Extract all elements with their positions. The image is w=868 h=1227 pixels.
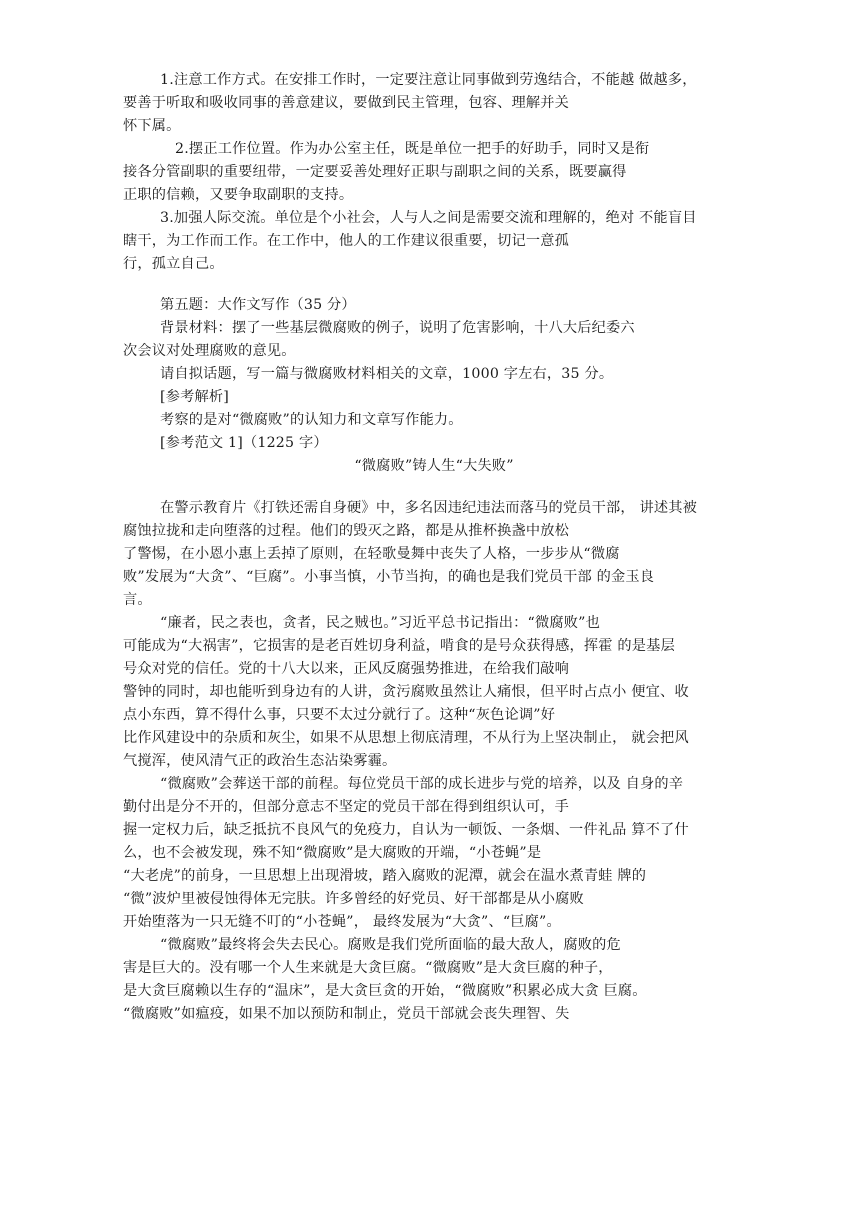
essay-p3-line4: 么，也不会被发现，殊不知“微腐败”是大腐败的开端，“小苍蝇”是 — [123, 845, 542, 861]
background-line1: 背景材料：摆了一些基层微腐败的例子，说明了危害影响，十八大后纪委六 — [160, 320, 635, 336]
essay-p2-line7: 气搅浑，使风清气正的政治生态沾染雾霾。 — [123, 753, 397, 769]
analysis-label: [参考解析] — [160, 389, 230, 405]
essay-p3-line6: “微”波炉里被侵蚀得体无完肤。许多曾经的好党员、好干部都是从小腐败 — [123, 891, 584, 907]
essay-p2-line4: 警钟的同时，却也能听到身边有的人讲，贪污腐败虽然让人痛恨，但平时占点小 便宜、收 — [123, 684, 689, 700]
essay-p2-line6: 比作风建设中的杂质和灰尘，如果不从思想上彻底清理，不从行为上坚决制止， 就会把风 — [123, 730, 689, 746]
essay-p2-line5: 点小东西，算不得什么事，只要不太过分就行了。这种“灰色论调”好 — [123, 707, 556, 723]
essay-p4-line2: 害是巨大的。没有哪一个人生来就是大贪巨腐。“微腐败”是大贪巨腐的种子， — [123, 960, 613, 976]
item3-line1: 3.加强人际交流。单位是个小社会，人与人之间是需要交流和理解的，绝对 不能盲目 — [160, 210, 697, 226]
analysis-text: 考察的是对“微腐败”的认知力和文章写作能力。 — [160, 412, 463, 428]
essay-p1-line5: 言。 — [123, 592, 152, 608]
essay-p4-line4: “微腐败”如瘟疫，如果不加以预防和制止，党员干部就会丧失理智、失 — [123, 1006, 570, 1022]
essay-p3-line7: 开始堕落为一只无缝不叮的“小苍蝇”， 最终发展为“大贪”、“巨腐”。 — [123, 914, 561, 930]
item3-line3: 行，孤立自己。 — [123, 256, 224, 272]
essay-prompt: 请自拟话题，写一篇与微腐败材料相关的文章，1000 字左右，35 分。 — [160, 366, 614, 382]
item1-line2: 要善于听取和吸收同事的善意建议，要做到民主管理，包容、理解并关 — [123, 95, 570, 111]
item1-line1: 1.注意工作方式。在安排工作时，一定要注意让同事做到劳逸结合，不能越 做越多， — [160, 72, 697, 88]
essay-p2-line1: “廉者，民之表也，贪者，民之贼也。”习近平总书记指出：“微腐败”也 — [160, 615, 600, 631]
essay-p2-line2: 可能成为“大祸害”，它损害的是老百姓切身利益，啃食的是号众获得感，挥霍 的是基层 — [123, 638, 675, 654]
item3-line2: 瞎干，为工作而工作。在工作中，他人的工作建议很重要，切记一意孤 — [123, 233, 570, 249]
essay-p1-line3: 了警惕，在小恩小惠上丢掉了原则，在轻歌曼舞中丧失了人格，一步步从“微腐 — [123, 546, 620, 562]
essay-p4-line1: “微腐败”最终将会失去民心。腐败是我们党所面临的最大敌人，腐败的危 — [160, 937, 621, 953]
essay-p1-line2: 腐蚀拉拢和走向堕落的过程。他们的毁灭之路，都是从推杯换盏中放松 — [123, 523, 570, 539]
essay-p3-line5: “大老虎”的前身，一旦思想上出现滑坡，踏入腐败的泥潭，就会在温水煮青蛙 牌的 — [123, 868, 647, 884]
essay-p3-line2: 勤付出是分不开的，但部分意志不坚定的党员干部在得到组织认可，手 — [123, 799, 570, 815]
question5-heading: 第五题：大作文写作（35 分） — [160, 297, 356, 313]
essay-p3-line3: 握一定权力后，缺乏抵抗不良风气的免疫力，自认为一顿饭、一条烟、一件礼品 算不了什 — [123, 822, 689, 838]
essay-p1-line4: 败”发展为“大贪”、“巨腐”。小事当慎，小节当拘，的确也是我们党员干部 的金玉良 — [123, 569, 655, 585]
essay-title: “微腐败”铸人生“大失败” — [354, 458, 514, 474]
sample-label: [参考范文 1]（1225 字） — [160, 435, 328, 451]
background-line2: 次会议对处理腐败的意见。 — [123, 343, 296, 359]
essay-p2-line3: 号众对党的信任。党的十八大以来，正风反腐强势推进，在给我们敲响 — [123, 661, 570, 677]
item2-line2: 接各分管副职的重要纽带，一定要妥善处理好正职与副职之间的关系，既要赢得 — [123, 164, 627, 180]
essay-p3-line1: “微腐败”会葬送干部的前程。每位党员干部的成长进步与党的培养，以及 自身的辛 — [160, 776, 684, 792]
item1-line3: 怀下属。 — [123, 118, 181, 134]
item2-line3: 正职的信赖，又要争取副职的支持。 — [123, 187, 354, 203]
item2-line1: 2.摆正工作位置。作为办公室主任，既是单位一把手的好助手，同时又是衔 — [175, 141, 650, 157]
essay-p4-line3: 是大贪巨腐赖以生存的“温床”，是大贪巨贪的开始，“微腐败”积累必成大贪 巨腐。 — [123, 983, 647, 999]
essay-p1-line1: 在警示教育片《打铁还需自身硬》中，多名因违纪违法而落马的党员干部， 讲述其被 — [160, 500, 698, 516]
